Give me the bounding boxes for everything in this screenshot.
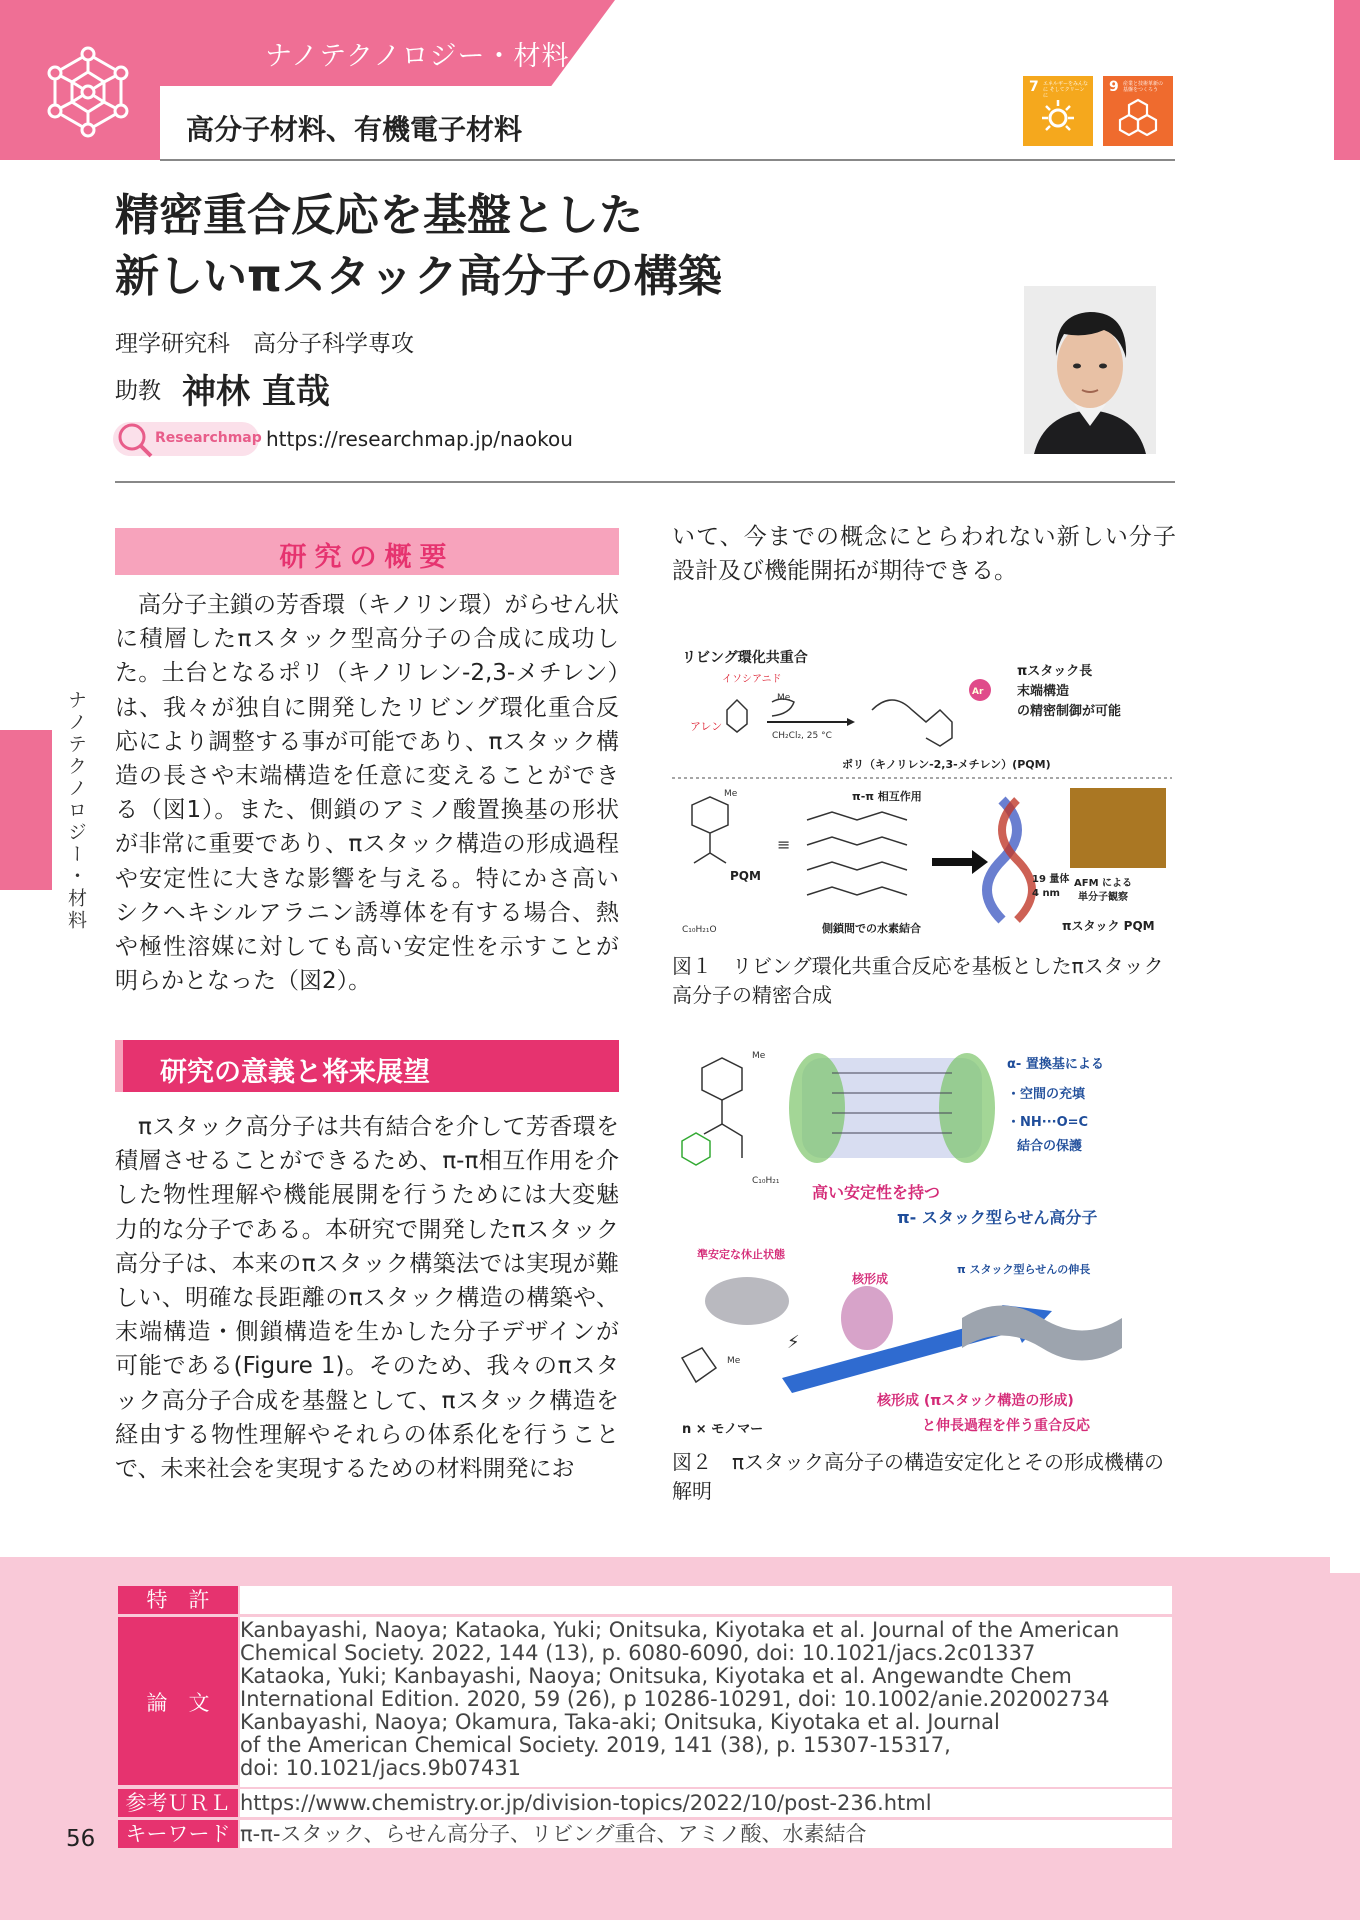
figure-1-caption: 図１ リビング環化共重合反応を基板としたπスタック高分子の精密合成 xyxy=(672,954,1164,1007)
paper-label: 論 文 xyxy=(146,1691,210,1715)
header-pink-block xyxy=(0,0,160,160)
patent-label: 特 許 xyxy=(118,1586,238,1614)
figure-2-caption: 図２ πスタック高分子の構造安定化とその形成機構の解明 xyxy=(672,1450,1165,1503)
fig2-growth-2: と伸長過程を伴う重合反応 xyxy=(922,1418,1090,1434)
overview-body xyxy=(115,588,619,998)
category-label: ナノテクノロジー・材料 xyxy=(265,41,570,72)
fig1-afm-texture xyxy=(1070,788,1166,868)
author-role: 助教 xyxy=(115,378,161,404)
fig1-control-3: の精密制御が可能 xyxy=(1017,704,1122,719)
paper-line: Chemical Society. 2022, 144 (13), p. 6080-6090, doi: 10.1021/jacs.2c01337 xyxy=(240,1641,1036,1665)
fig2-helix-model xyxy=(789,1053,995,1163)
footer-edge-tab xyxy=(1330,1573,1360,1920)
title-line-1: 精密重合反応を基盤とした xyxy=(115,190,643,241)
fig2-bullet-2: ・NH···O=C xyxy=(1007,1115,1089,1130)
researchmap-label: Researchmap xyxy=(155,430,262,446)
figure-1 xyxy=(672,640,1172,940)
fig1-side-chain: C₁₀H₂₁O xyxy=(682,925,717,935)
fig1-me-2: Me xyxy=(724,789,738,799)
significance-heading: 研究の意義と将来展望 xyxy=(160,1057,430,1088)
fig1-conditions: CH₂Cl₂, 25 °C xyxy=(772,731,832,741)
fig1-ar-label: Ar xyxy=(972,687,984,697)
fig2-bullet-3: 結合の保護 xyxy=(1017,1139,1083,1154)
fig1-pipi-label: π-π 相互作用 xyxy=(852,790,922,803)
paper-line: Kanbayashi, Naoya; Kataoka, Yuki; Onitsuka, Kiyotaka et al. Journal of the American xyxy=(240,1618,1120,1642)
fig2-me: Me xyxy=(727,1356,741,1366)
fig1-afm-2: 単分子観察 xyxy=(1078,892,1128,903)
overview-heading-box xyxy=(115,528,619,575)
paper-line: Kataoka, Yuki; Kanbayashi, Naoya; Onitsuka, Kiyotaka et al. Angewandte Chem xyxy=(240,1664,1072,1688)
fig2-helix-label: π- スタック型らせん高分子 xyxy=(897,1208,1098,1227)
author-photo xyxy=(1024,286,1156,454)
fig2-metastable: 準安定な休止状態 xyxy=(697,1248,785,1261)
url-label: 参考ＵＲＬ xyxy=(118,1789,238,1817)
subcategory-label: 高分子材料、有機電子材料 xyxy=(186,113,523,146)
fig2-growth: π スタック型らせんの伸長 xyxy=(957,1263,1091,1276)
header-divider xyxy=(160,159,1175,161)
fig2-nucleation: 核形成 xyxy=(852,1272,889,1286)
significance-heading-box xyxy=(115,1040,619,1092)
paper-line: of the American Chemical Society. 2019, 141 (38), p. 15307-15317, xyxy=(240,1733,951,1757)
fig2-lightning-icon: ⚡ xyxy=(787,1332,800,1353)
continuation-paragraph: いて、今までの概念にとらわれない新しい分子設計及び機能開拓が期待できる。 xyxy=(672,524,1176,585)
researchmap-link[interactable]: https://researchmap.jp/naokou xyxy=(266,427,573,451)
sdg-9-text: 産業と技術革新の 基盤をつくろう xyxy=(1123,81,1164,93)
paper-line: Kanbayashi, Naoya; Okamura, Taka-aki; Onitsuka, Kiyotaka et al. Journal xyxy=(240,1710,1000,1734)
fig1-polymer-name: ポリ（キノリレン-2,3-メチレン）(PQM) xyxy=(842,758,1051,771)
magnifier-icon xyxy=(115,420,155,460)
sdg-7-number: 7 xyxy=(1029,79,1039,95)
page-number: 56 xyxy=(66,1826,96,1852)
fig2-dormant-cluster xyxy=(705,1277,789,1325)
paper-label-box xyxy=(118,1617,238,1785)
author-name: 神林 直哉 xyxy=(182,372,330,412)
fig1-control-1: πスタック長 xyxy=(1017,664,1093,679)
fig1-hbond-label: 側鎖間での水素結合 xyxy=(822,922,921,935)
sdg-9-badge xyxy=(1103,76,1173,146)
department: 理学研究科 高分子科学専攻 xyxy=(115,331,414,357)
fig2-nucleus xyxy=(841,1286,893,1350)
fig1-control-2: 末端構造 xyxy=(1017,684,1070,699)
researchmap-logo[interactable] xyxy=(113,422,262,456)
nanotech-molecule-icon xyxy=(38,42,138,142)
fig2-monomer-count: n × モノマー xyxy=(682,1422,764,1437)
fig1-stack-pqm: πスタック PQM xyxy=(1062,919,1155,933)
fig2-me: Me xyxy=(752,1051,766,1061)
page-edge-tab xyxy=(1334,0,1360,160)
section-divider xyxy=(115,481,1175,483)
side-tab xyxy=(0,730,52,890)
paper-list xyxy=(240,1617,1172,1787)
fig2-alpha: α- 置換基による xyxy=(1007,1057,1104,1072)
sun-icon xyxy=(1038,96,1078,136)
overview-heading: 研究の概要 xyxy=(279,542,455,573)
fig1-length-1: 19 量体 xyxy=(1032,874,1070,885)
fig1-allene: アレン xyxy=(690,720,723,733)
sdg-9-number: 9 xyxy=(1109,79,1119,95)
keyword-value: π-π-スタック、らせん高分子、リビング重合、アミノ酸、水素結合 xyxy=(240,1820,1172,1848)
fig2-bullet-1: ・空間の充填 xyxy=(1007,1087,1086,1102)
fig2-nucleation-2: 核形成 (πスタック構造の形成) xyxy=(877,1393,1074,1409)
fig1-equivalence: ≡ xyxy=(777,835,791,854)
keyword-label: キーワード xyxy=(118,1820,238,1848)
patent-value xyxy=(240,1586,1172,1614)
side-category-label: ナノテクノロジー・材料 xyxy=(65,690,87,932)
significance-body xyxy=(115,1110,619,1486)
reference-url[interactable]: https://www.chemistry.or.jp/division-topics/2022/10/post-236.html xyxy=(240,1789,1172,1817)
fig1-afm-1: AFM による xyxy=(1074,878,1133,889)
figure-2 xyxy=(672,1043,1172,1441)
overview-paragraph: 高分子主鎖の芳香環（キノリン環）がらせん状に積層したπスタック型高分子の合成に成功した。土台となるポリ（キノリレン-2,3-メチレン）は、我々が独自に開発したリビング環化重合反応により調整する事が可能であり、πスタック構造の長さや末端構造を任意に変えることができる（図1）。また、側鎖のアミノ酸置換基の形状が非常に重要であり、πスタック構造の形成過程や安定性に大きな影響を与える。特にかさ高いシクヘキシルアラニン誘導体を有する場合、熱や極性溶媒に対しても高い安定性を示すことが明らかとなった（図2）。 xyxy=(115,592,619,995)
fig2-stable: 高い安定性を持つ xyxy=(812,1183,941,1202)
sdg-7-text: エネルギーをみんなに そしてクリーンに xyxy=(1043,81,1089,99)
fig2-side-chain: C₁₀H₂₁ xyxy=(752,1176,780,1186)
fig1-title: リビング環化共重合 xyxy=(682,650,808,666)
continuation-body xyxy=(672,520,1176,588)
significance-paragraph: πスタック高分子は共有結合を介して芳香環を積層させることができるため、π-π相互作用を介した物性理解や機能展開を行うためには大変魅力的な分子である。本研究で開発したπスタック高分子は、本来のπスタック構築法では実現が難しい、明確な長距離のπスタック構造の構築や、末端構造・側鎖構造を生かした分子デザインが可能である(Figure 1)。そのため、我々のπスタック高分子合成を基盤として、πスタック構造を経由する物性理解やそれらの体系化を行うことで、未来社会を実現するための材料開発にお xyxy=(115,1114,619,1483)
fig1-me: Me xyxy=(777,693,791,703)
cubes-icon xyxy=(1118,96,1158,136)
paper-line: International Edition. 2020, 59 (26), p 10286-10291, doi: 10.1002/anie.202002734 xyxy=(240,1687,1110,1711)
heading-accent-bar xyxy=(115,1040,123,1092)
fig1-pqm-label: PQM xyxy=(730,869,761,883)
sdg-7-badge xyxy=(1023,76,1093,146)
fig1-isocyanide: イソシアニド xyxy=(722,674,782,685)
title-line-2: 新しいπスタック高分子の構築 xyxy=(115,251,722,302)
article-title xyxy=(115,185,722,307)
fig1-length-2: 4 nm xyxy=(1032,888,1060,899)
paper-line: doi: 10.1021/jacs.9b07431 xyxy=(240,1756,522,1780)
